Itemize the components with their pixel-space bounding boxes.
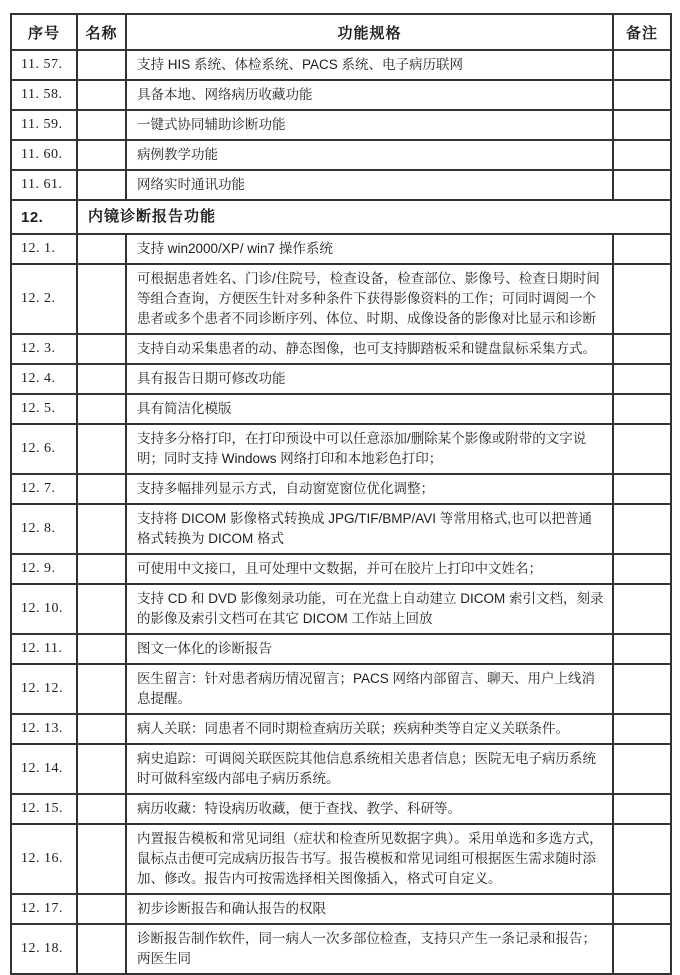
row-seq: 12. 17. bbox=[11, 894, 77, 924]
row-seq: 12. 1. bbox=[11, 234, 77, 264]
spec-table bbox=[10, 13, 672, 975]
row-seq: 12. 8. bbox=[11, 504, 77, 554]
table-row bbox=[11, 744, 671, 794]
row-seq: 12. 2. bbox=[11, 264, 77, 334]
row-seq: 11. 57. bbox=[11, 50, 77, 80]
row-spec: 医生留言：针对患者病历情况留言；PACS 网络内部留言、聊天、用户上线消息提醒。 bbox=[126, 664, 613, 714]
row-note-cell bbox=[613, 584, 671, 634]
row-spec: 支持 win2000/XP/ win7 操作系统 bbox=[126, 234, 613, 264]
row-spec: 支持多分格打印，在打印预设中可以任意添加/删除某个影像或附带的文字说明；同时支持 Windows 网络打印和本地彩色打印； bbox=[126, 424, 613, 474]
row-note-cell bbox=[613, 50, 671, 80]
row-seq: 11. 61. bbox=[11, 170, 77, 200]
row-seq: 12. 9. bbox=[11, 554, 77, 584]
table-header-row bbox=[11, 14, 671, 50]
header-name: 名称 bbox=[77, 14, 126, 50]
row-note-cell bbox=[613, 170, 671, 200]
row-seq: 11. 59. bbox=[11, 110, 77, 140]
row-note-cell bbox=[613, 714, 671, 744]
row-name-cell bbox=[77, 234, 126, 264]
row-name-cell bbox=[77, 170, 126, 200]
table-row bbox=[11, 794, 671, 824]
section-seq: 12. bbox=[11, 200, 77, 234]
row-note-cell bbox=[613, 824, 671, 894]
row-note-cell bbox=[613, 744, 671, 794]
table-row bbox=[11, 50, 671, 80]
row-name-cell bbox=[77, 584, 126, 634]
row-name-cell bbox=[77, 744, 126, 794]
row-note-cell bbox=[613, 80, 671, 110]
table-row bbox=[11, 584, 671, 634]
row-seq: 12. 16. bbox=[11, 824, 77, 894]
table-row bbox=[11, 334, 671, 364]
row-seq: 12. 10. bbox=[11, 584, 77, 634]
document-page bbox=[10, 13, 670, 975]
row-spec: 病历收藏：特设病历收藏，便于查找、教学、科研等。 bbox=[126, 794, 613, 824]
row-name-cell bbox=[77, 824, 126, 894]
row-spec: 支持自动采集患者的动、静态图像，也可支持脚踏板采和键盘鼠标采集方式。 bbox=[126, 334, 613, 364]
row-seq: 12. 7. bbox=[11, 474, 77, 504]
row-note-cell bbox=[613, 234, 671, 264]
row-seq: 12. 5. bbox=[11, 394, 77, 424]
row-note-cell bbox=[613, 664, 671, 714]
header-spec: 功能规格 bbox=[126, 14, 613, 50]
row-spec: 支持将 DICOM 影像格式转换成 JPG/TIF/BMP/AVI 等常用格式,也可以把普通格式转换为 DICOM 格式 bbox=[126, 504, 613, 554]
table-row bbox=[11, 394, 671, 424]
row-note-cell bbox=[613, 140, 671, 170]
section-header-row bbox=[11, 200, 671, 234]
table-row bbox=[11, 894, 671, 924]
row-name-cell bbox=[77, 504, 126, 554]
row-spec: 支持 HIS 系统、体检系统、PACS 系统、电子病历联网 bbox=[126, 50, 613, 80]
row-seq: 11. 60. bbox=[11, 140, 77, 170]
row-seq: 12. 3. bbox=[11, 334, 77, 364]
row-name-cell bbox=[77, 364, 126, 394]
table-row bbox=[11, 504, 671, 554]
row-note-cell bbox=[613, 554, 671, 584]
row-name-cell bbox=[77, 794, 126, 824]
row-spec: 病人关联：同患者不同时期检查病历关联；疾病种类等自定义关联条件。 bbox=[126, 714, 613, 744]
row-name-cell bbox=[77, 474, 126, 504]
row-name-cell bbox=[77, 50, 126, 80]
row-name-cell bbox=[77, 334, 126, 364]
row-note-cell bbox=[613, 474, 671, 504]
row-spec: 网络实时通讯功能 bbox=[126, 170, 613, 200]
table-row bbox=[11, 424, 671, 474]
row-name-cell bbox=[77, 894, 126, 924]
table-row bbox=[11, 234, 671, 264]
row-note-cell bbox=[613, 264, 671, 334]
table-row bbox=[11, 634, 671, 664]
table-row bbox=[11, 264, 671, 334]
row-spec: 支持多幅排列显示方式，自动窗宽窗位优化调整； bbox=[126, 474, 613, 504]
row-seq: 12. 12. bbox=[11, 664, 77, 714]
row-name-cell bbox=[77, 264, 126, 334]
row-spec: 具有简洁化模版 bbox=[126, 394, 613, 424]
row-spec: 可使用中文接口，且可处理中文数据，并可在胶片上打印中文姓名； bbox=[126, 554, 613, 584]
table-row bbox=[11, 664, 671, 714]
row-name-cell bbox=[77, 110, 126, 140]
row-note-cell bbox=[613, 634, 671, 664]
table-row bbox=[11, 554, 671, 584]
row-name-cell bbox=[77, 714, 126, 744]
table-row bbox=[11, 474, 671, 504]
header-note: 备注 bbox=[613, 14, 671, 50]
row-seq: 11. 58. bbox=[11, 80, 77, 110]
row-name-cell bbox=[77, 924, 126, 974]
row-spec: 病例教学功能 bbox=[126, 140, 613, 170]
row-spec: 图文一体化的诊断报告 bbox=[126, 634, 613, 664]
row-seq: 12. 18. bbox=[11, 924, 77, 974]
section-title: 内镜诊断报告功能 bbox=[77, 200, 671, 234]
row-seq: 12. 4. bbox=[11, 364, 77, 394]
header-seq: 序号 bbox=[11, 14, 77, 50]
row-seq: 12. 6. bbox=[11, 424, 77, 474]
row-note-cell bbox=[613, 110, 671, 140]
row-name-cell bbox=[77, 140, 126, 170]
row-note-cell bbox=[613, 924, 671, 974]
row-spec: 可根据患者姓名、门诊/住院号，检查设备，检查部位、影像号、检查日期时间等组合查询，方便医生针对多种条件下获得影像资料的工作；可同时调阅一个患者或多个患者不同诊断序列、体位、时期、成像设备的影像对比显示和诊断 bbox=[126, 264, 613, 334]
row-note-cell bbox=[613, 894, 671, 924]
row-name-cell bbox=[77, 664, 126, 714]
table-row bbox=[11, 924, 671, 974]
row-seq: 12. 13. bbox=[11, 714, 77, 744]
row-name-cell bbox=[77, 424, 126, 474]
table-row bbox=[11, 824, 671, 894]
table-row bbox=[11, 364, 671, 394]
row-spec: 初步诊断报告和确认报告的权限 bbox=[126, 894, 613, 924]
row-name-cell bbox=[77, 394, 126, 424]
row-spec: 具有报告日期可修改功能 bbox=[126, 364, 613, 394]
row-spec: 内置报告模板和常见词组（症状和检查所见数据字典）。采用单选和多选方式，鼠标点击便可完成病历报告书写。报告模板和常见词组可根据医生需求随时添加、修改。报告内可按需选择相关图像插入，格式可自定义。 bbox=[126, 824, 613, 894]
row-spec: 一键式协同辅助诊断功能 bbox=[126, 110, 613, 140]
row-spec: 具备本地、网络病历收藏功能 bbox=[126, 80, 613, 110]
row-spec: 病史追踪：可调阅关联医院其他信息系统相关患者信息；医院无电子病历系统时可做科室级内部电子病历系统。 bbox=[126, 744, 613, 794]
table-row bbox=[11, 110, 671, 140]
row-note-cell bbox=[613, 794, 671, 824]
table-row bbox=[11, 170, 671, 200]
row-spec: 支持 CD 和 DVD 影像刻录功能，可在光盘上自动建立 DICOM 索引文档，刻录的影像及索引文档可在其它 DICOM 工作站上回放 bbox=[126, 584, 613, 634]
row-note-cell bbox=[613, 394, 671, 424]
row-name-cell bbox=[77, 634, 126, 664]
row-spec: 诊断报告制作软件，同一病人一次多部位检查，支持只产生一条记录和报告；两医生同 bbox=[126, 924, 613, 974]
row-seq: 12. 14. bbox=[11, 744, 77, 794]
row-name-cell bbox=[77, 80, 126, 110]
row-seq: 12. 15. bbox=[11, 794, 77, 824]
row-seq: 12. 11. bbox=[11, 634, 77, 664]
table-row bbox=[11, 140, 671, 170]
row-note-cell bbox=[613, 424, 671, 474]
row-note-cell bbox=[613, 504, 671, 554]
row-note-cell bbox=[613, 364, 671, 394]
row-note-cell bbox=[613, 334, 671, 364]
table-row bbox=[11, 714, 671, 744]
row-name-cell bbox=[77, 554, 126, 584]
table-row bbox=[11, 80, 671, 110]
